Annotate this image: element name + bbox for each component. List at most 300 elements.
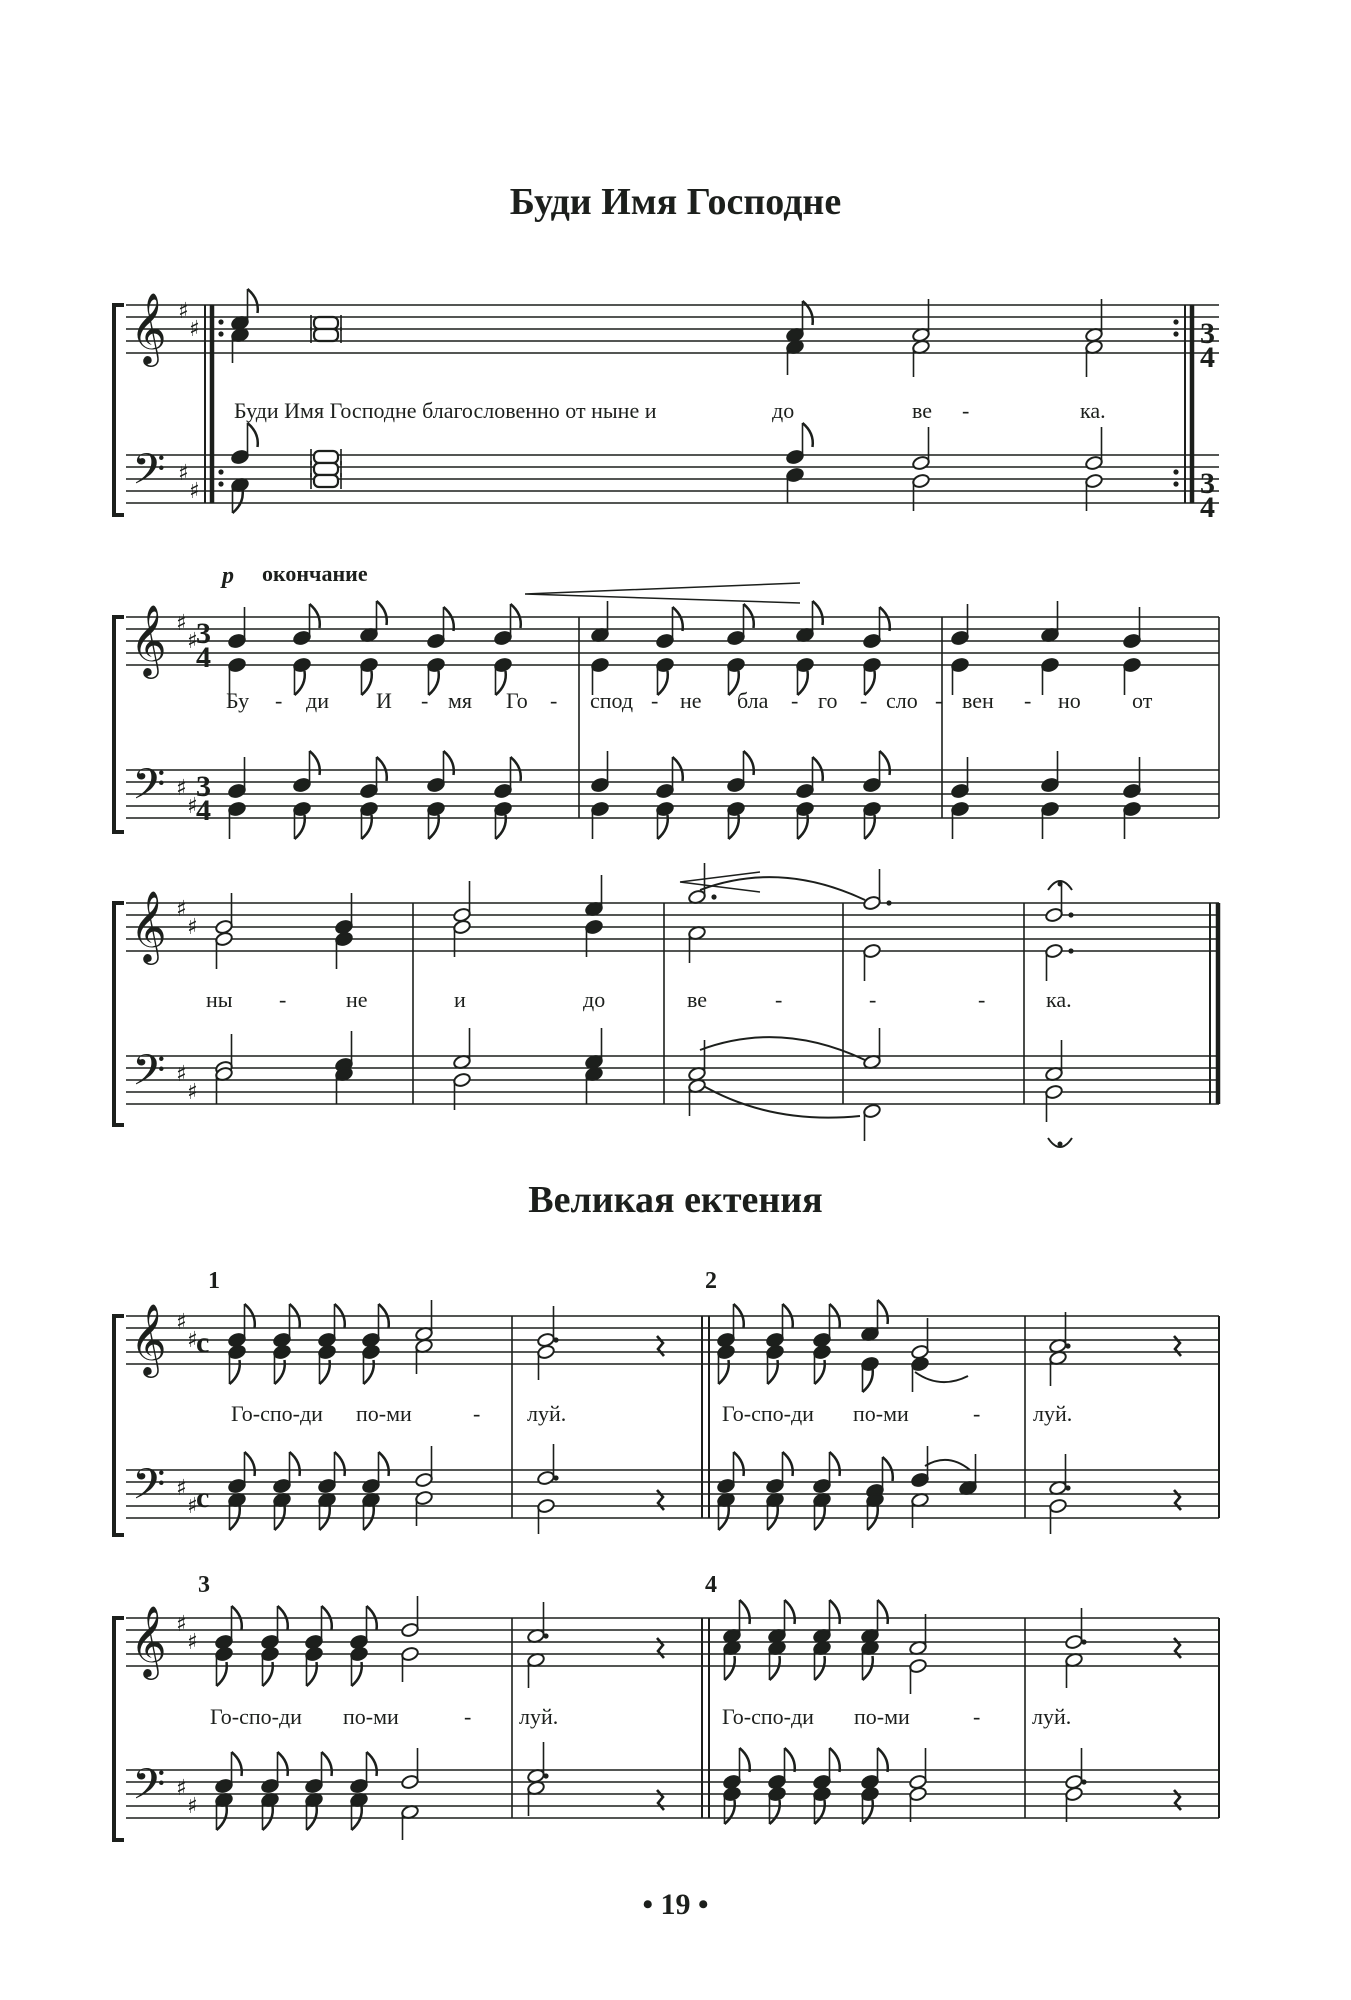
lyric-syllable: И: [376, 688, 392, 713]
time-signature-lower: 4: [1200, 341, 1215, 374]
augmentation-dot: [1065, 1485, 1070, 1490]
note-head: [360, 657, 379, 673]
lyric-syllable: ве: [912, 398, 933, 423]
lyric-syllable: -: [978, 987, 986, 1012]
note-head: [318, 1344, 337, 1360]
lyric-syllable: -: [973, 1704, 981, 1729]
note-flag: [744, 604, 754, 628]
note-head: [1123, 657, 1142, 673]
breve-note: [314, 317, 338, 329]
note-head: [228, 783, 247, 799]
time-signature-lower: 4: [1200, 491, 1215, 524]
sharp-icon: ♯: [176, 1476, 187, 1501]
note-head: [951, 630, 970, 646]
note-flag: [362, 671, 372, 695]
note-flag: [310, 751, 320, 775]
note-head: [717, 1344, 736, 1360]
note-head: [1085, 473, 1104, 489]
note-head: [215, 931, 234, 947]
lyric-syllable: -: [279, 987, 287, 1012]
time-signature-upper: 3: [196, 617, 211, 650]
note-flag: [740, 1748, 750, 1772]
note-head: [717, 1478, 736, 1494]
bass-clef-icon: 𝄢: [132, 445, 166, 505]
lyric-syllable: вен: [962, 688, 994, 713]
bass-clef-icon: 𝄢: [132, 1460, 166, 1520]
note-head: [813, 1786, 832, 1802]
lyric-syllable: -: [464, 1704, 472, 1729]
note-head: [537, 1344, 556, 1360]
piece-title-2: Великая ектения: [528, 1179, 823, 1221]
note-flag: [295, 671, 305, 695]
lyric-syllable: -: [973, 1401, 981, 1426]
note-head: [453, 919, 472, 935]
treble-clef-icon: 𝄞: [130, 603, 167, 676]
note-head: [293, 657, 312, 673]
note-flag: [511, 757, 521, 781]
note-head: [494, 657, 513, 673]
lyric-syllable: не: [680, 688, 702, 713]
lyric-syllable: Го-спо-ди: [722, 1401, 814, 1426]
lyric-syllable: луй.: [1033, 1401, 1073, 1426]
note-flag: [379, 1452, 389, 1476]
note-flag: [783, 1452, 793, 1476]
note-head: [951, 801, 970, 817]
note-head: [723, 1786, 742, 1802]
note-head: [656, 801, 675, 817]
note-flag: [377, 601, 387, 625]
quarter-rest: [657, 1490, 664, 1510]
note-flag: [278, 1752, 288, 1776]
sharp-icon: ♯: [187, 915, 198, 940]
note-flag: [740, 1600, 750, 1624]
note-head: [796, 801, 815, 817]
ektenia-number: 3: [198, 1572, 210, 1598]
lyrics-system-3: [206, 987, 1072, 1012]
augmentation-dot: [218, 319, 223, 324]
note-head: [861, 1786, 880, 1802]
note-head: [656, 783, 675, 799]
dynamic-marking: p: [222, 563, 234, 589]
tie: [700, 877, 865, 900]
note-head: [912, 473, 931, 489]
sharp-icon: ♯: [176, 897, 187, 922]
note-head: [863, 943, 882, 959]
note-flag: [813, 601, 823, 625]
sharp-icon: ♯: [178, 461, 189, 486]
note-head: [591, 801, 610, 817]
time-signature-upper: 3: [1200, 317, 1215, 350]
note-head: [293, 801, 312, 817]
augmentation-dot: [1173, 469, 1178, 474]
augmentation-dot: [543, 1773, 548, 1778]
time-signature-lower: 4: [196, 641, 211, 674]
crescendo-hairpin: [525, 583, 800, 603]
lyric-syllable: но: [1058, 688, 1081, 713]
note-flag: [496, 671, 506, 695]
augmentation-dot: [711, 894, 716, 899]
note-flag: [511, 604, 521, 628]
system-bracket: [114, 903, 124, 1125]
note-flag: [815, 1656, 825, 1680]
note-flag: [880, 751, 890, 775]
note-flag: [863, 1656, 873, 1680]
lyric-syllable: по-ми: [356, 1401, 412, 1426]
augmentation-dot: [886, 900, 891, 905]
breve-note: [314, 475, 338, 487]
time-signature-upper: 3: [196, 770, 211, 803]
note-head: [427, 657, 446, 673]
note-head: [1045, 907, 1064, 923]
note-flag: [830, 1600, 840, 1624]
note-head: [1123, 801, 1142, 817]
note-head: [813, 1344, 832, 1360]
quarter-rest: [1174, 1638, 1181, 1658]
note-head: [362, 1344, 381, 1360]
note-flag: [770, 1656, 780, 1680]
note-head: [591, 657, 610, 673]
note-head: [228, 1478, 247, 1494]
lyric-line: Буди Имя Господне благословенно от ныне и: [234, 398, 657, 423]
treble-clef-icon: 𝄞: [130, 889, 167, 962]
augmentation-dot: [1081, 1639, 1086, 1644]
note-head: [911, 1356, 930, 1372]
note-head: [786, 467, 805, 483]
augmentation-dot: [218, 469, 223, 474]
note-flag: [248, 423, 258, 447]
note-head: [427, 801, 446, 817]
note-head: [273, 1344, 292, 1360]
note-head: [261, 1646, 280, 1662]
note-flag: [725, 1800, 735, 1824]
augmentation-dot: [553, 1337, 558, 1342]
note-head: [656, 633, 675, 649]
note-head: [1065, 1634, 1084, 1650]
piece-title-1: Буди Имя Господне: [509, 181, 842, 223]
lyric-syllable: луй.: [519, 1704, 559, 1729]
fermata-icon: [1058, 882, 1063, 887]
system-bracket: [114, 1618, 124, 1840]
note-flag: [322, 1752, 332, 1776]
lyric-syllable: Го-спо-ди: [722, 1704, 814, 1729]
note-head: [951, 783, 970, 799]
note-head: [1049, 1498, 1068, 1514]
lyric-syllable: Го-спо-ди: [231, 1401, 323, 1426]
note-head: [350, 1646, 369, 1662]
system-bracket: [114, 1316, 124, 1535]
note-head: [912, 455, 931, 471]
note-flag: [444, 607, 454, 631]
augmentation-dot: [1173, 481, 1178, 486]
note-head: [427, 633, 446, 649]
note-flag: [863, 1800, 873, 1824]
lyric-syllable: го: [818, 688, 838, 713]
note-head: [228, 1344, 247, 1360]
augmentation-dot: [1065, 1343, 1070, 1348]
note-head: [861, 1356, 880, 1372]
bass-clef-icon: 𝄢: [132, 1046, 166, 1106]
note-head: [537, 1470, 556, 1486]
lyric-syllable: -: [1024, 688, 1032, 713]
note-flag: [444, 751, 454, 775]
quarter-rest: [657, 1790, 664, 1810]
note-head: [401, 1622, 420, 1638]
note-head: [494, 801, 513, 817]
lyric-syllable: ны: [206, 987, 233, 1012]
treble-clef-icon: 𝄞: [130, 1302, 167, 1375]
note-head: [427, 777, 446, 793]
note-head: [215, 1778, 234, 1794]
quarter-rest: [657, 1336, 664, 1356]
note-head: [1041, 657, 1060, 673]
lyric-syllable: ди: [306, 688, 329, 713]
lyric-syllable: по-ми: [853, 1401, 909, 1426]
lyric-syllable: до: [583, 987, 606, 1012]
note-flag: [815, 1800, 825, 1824]
augmentation-dot: [543, 1633, 548, 1638]
breve-note: [314, 463, 338, 475]
augmentation-dot: [1081, 1779, 1086, 1784]
note-head: [293, 777, 312, 793]
quarter-rest: [1174, 1790, 1181, 1810]
note-head: [727, 630, 746, 646]
note-flag: [785, 1748, 795, 1772]
system-bracket: [114, 617, 124, 832]
note-flag: [880, 607, 890, 631]
note-head: [228, 801, 247, 817]
lyrics-system-5: [210, 1704, 1071, 1729]
lyric-syllable: до: [772, 398, 795, 423]
lyric-syllable: -: [791, 688, 799, 713]
note-head: [863, 1103, 882, 1119]
lyric-syllable: -: [550, 688, 558, 713]
note-head: [231, 449, 250, 465]
note-head: [261, 1778, 280, 1794]
note-head: [273, 1478, 292, 1494]
note-head: [1123, 633, 1142, 649]
note-head: [863, 657, 882, 673]
note-flag: [232, 1752, 242, 1776]
lyric-syllable: мя: [448, 688, 473, 713]
lyric-syllable: бла: [737, 688, 769, 713]
note-flag: [310, 604, 320, 628]
sharp-icon: ♯: [187, 1794, 198, 1819]
note-flag: [744, 751, 754, 775]
note-head: [415, 1490, 434, 1506]
note-head: [360, 783, 379, 799]
note-head: [911, 1472, 930, 1488]
lyric-syllable: и: [454, 987, 466, 1012]
lyric-syllable: спод: [590, 688, 634, 713]
note-head: [766, 1344, 785, 1360]
lyric-syllable: ка.: [1080, 398, 1106, 423]
note-flag: [878, 1300, 888, 1324]
note-head: [494, 783, 513, 799]
note-head: [1045, 943, 1064, 959]
tie: [700, 1084, 860, 1118]
augmentation-dot: [553, 1475, 558, 1480]
note-flag: [830, 1748, 840, 1772]
lyric-syllable: не: [346, 987, 368, 1012]
sharp-icon: ♯: [176, 1612, 187, 1637]
bass-clef-icon: 𝄢: [132, 760, 166, 820]
note-head: [1041, 801, 1060, 817]
lyric-syllable: -: [275, 688, 283, 713]
sharp-icon: ♯: [176, 1062, 187, 1087]
lyric-syllable: ве: [687, 987, 708, 1012]
note-head: [727, 777, 746, 793]
note-flag: [878, 1748, 888, 1772]
note-head: [786, 449, 805, 465]
note-head: [591, 777, 610, 793]
note-flag: [335, 1452, 345, 1476]
sharp-icon: ♯: [187, 629, 198, 654]
augmentation-dot: [1173, 331, 1178, 336]
note-head: [909, 1658, 928, 1674]
ektenia-number: 4: [705, 1572, 717, 1598]
augmentation-dot: [218, 481, 223, 486]
lyric-syllable: сло: [886, 688, 918, 713]
slur: [915, 1372, 968, 1382]
sharp-icon: ♯: [187, 1080, 198, 1105]
breve-note: [314, 451, 338, 463]
note-head: [766, 1478, 785, 1494]
note-flag: [770, 1800, 780, 1824]
sharp-icon: ♯: [187, 794, 198, 819]
ektenia-number: 2: [705, 1268, 717, 1294]
augmentation-dot: [218, 331, 223, 336]
lyric-syllable: -: [935, 688, 943, 713]
note-head: [401, 1774, 420, 1790]
note-flag: [803, 423, 813, 447]
note-head: [537, 1498, 556, 1514]
note-head: [494, 630, 513, 646]
note-head: [813, 1478, 832, 1494]
note-head: [1041, 777, 1060, 793]
note-head: [318, 1478, 337, 1494]
time-signature-lower: 4: [196, 794, 211, 827]
note-flag: [290, 1452, 300, 1476]
lyric-syllable: -: [860, 688, 868, 713]
decrescendo-hairpin: [680, 872, 760, 892]
note-head: [335, 931, 354, 947]
sharp-icon: ♯: [187, 1494, 198, 1519]
sharp-icon: ♯: [176, 1310, 187, 1335]
lyric-syllable: -: [421, 688, 429, 713]
note-head: [585, 919, 604, 935]
sharp-icon: ♯: [176, 611, 187, 636]
lyric-syllable: ка.: [1046, 987, 1072, 1012]
lyric-syllable: -: [651, 688, 659, 713]
note-head: [796, 657, 815, 673]
note-head: [796, 783, 815, 799]
lyrics-system-4: [231, 1401, 1072, 1426]
note-flag: [878, 1600, 888, 1624]
sharp-icon: ♯: [189, 317, 200, 342]
note-head: [228, 657, 247, 673]
note-head: [401, 1646, 420, 1662]
sharp-icon: ♯: [178, 299, 189, 324]
slur: [925, 1460, 970, 1470]
note-head: [1085, 455, 1104, 471]
lyric-syllable: по-ми: [854, 1704, 910, 1729]
section-label: окончание: [262, 561, 368, 586]
note-flag: [377, 757, 387, 781]
lyric-syllable: Бу: [226, 688, 250, 713]
note-head: [293, 630, 312, 646]
note-flag: [813, 757, 823, 781]
lyric-syllable: -: [869, 987, 877, 1012]
notes: [215, 289, 1181, 1840]
note-head: [360, 801, 379, 817]
note-flag: [734, 1452, 744, 1476]
note-head: [951, 657, 970, 673]
time-signature-common: c: [196, 1481, 210, 1514]
note-flag: [233, 489, 243, 513]
lyric-syllable: -: [473, 1401, 481, 1426]
treble-clef-icon: 𝄞: [130, 291, 167, 364]
sharp-icon: ♯: [187, 1630, 198, 1655]
sharp-icon: ♯: [187, 1328, 198, 1353]
lyric-syllable: Го-спо-ди: [210, 1704, 302, 1729]
note-head: [305, 1646, 324, 1662]
quarter-rest: [1174, 1490, 1181, 1510]
note-flag: [248, 289, 258, 313]
note-head: [305, 1778, 324, 1794]
note-flag: [725, 1656, 735, 1680]
note-head: [909, 1786, 928, 1802]
quarter-rest: [1174, 1336, 1181, 1356]
note-flag: [429, 671, 439, 695]
breve-note: [314, 329, 338, 341]
time-signature-common: c: [196, 1326, 210, 1359]
time-signature-upper: 3: [1200, 467, 1215, 500]
sharp-icon: ♯: [189, 479, 200, 504]
note-flag: [863, 1368, 873, 1392]
note-head: [863, 895, 882, 911]
note-head: [1123, 783, 1142, 799]
augmentation-dot: [1173, 319, 1178, 324]
note-head: [362, 1478, 381, 1494]
note-head: [1045, 1084, 1064, 1100]
note-head: [453, 1072, 472, 1088]
augmentation-dot: [1068, 948, 1073, 953]
note-flag: [883, 1457, 893, 1481]
note-head: [727, 801, 746, 817]
note-flag: [830, 1452, 840, 1476]
note-head: [727, 657, 746, 673]
lyric-syllable: луй.: [1032, 1704, 1072, 1729]
note-head: [863, 801, 882, 817]
note-head: [1065, 1786, 1084, 1802]
ektenia-number: 1: [208, 1268, 220, 1294]
lyric-syllable: по-ми: [343, 1704, 399, 1729]
lyric-syllable: от: [1132, 688, 1153, 713]
lyric-hyphen: -: [962, 398, 970, 423]
note-head: [863, 777, 882, 793]
note-flag: [785, 1600, 795, 1624]
system-bracket: [114, 305, 124, 515]
note-flag: [673, 757, 683, 781]
note-head: [228, 633, 247, 649]
note-head: [768, 1786, 787, 1802]
note-flag: [673, 607, 683, 631]
fermata-icon: [1058, 1142, 1063, 1147]
note-flag: [658, 671, 668, 695]
page-number: • 19 •: [642, 1888, 709, 1921]
lyric-syllable: Го: [506, 688, 528, 713]
note-head: [215, 1646, 234, 1662]
